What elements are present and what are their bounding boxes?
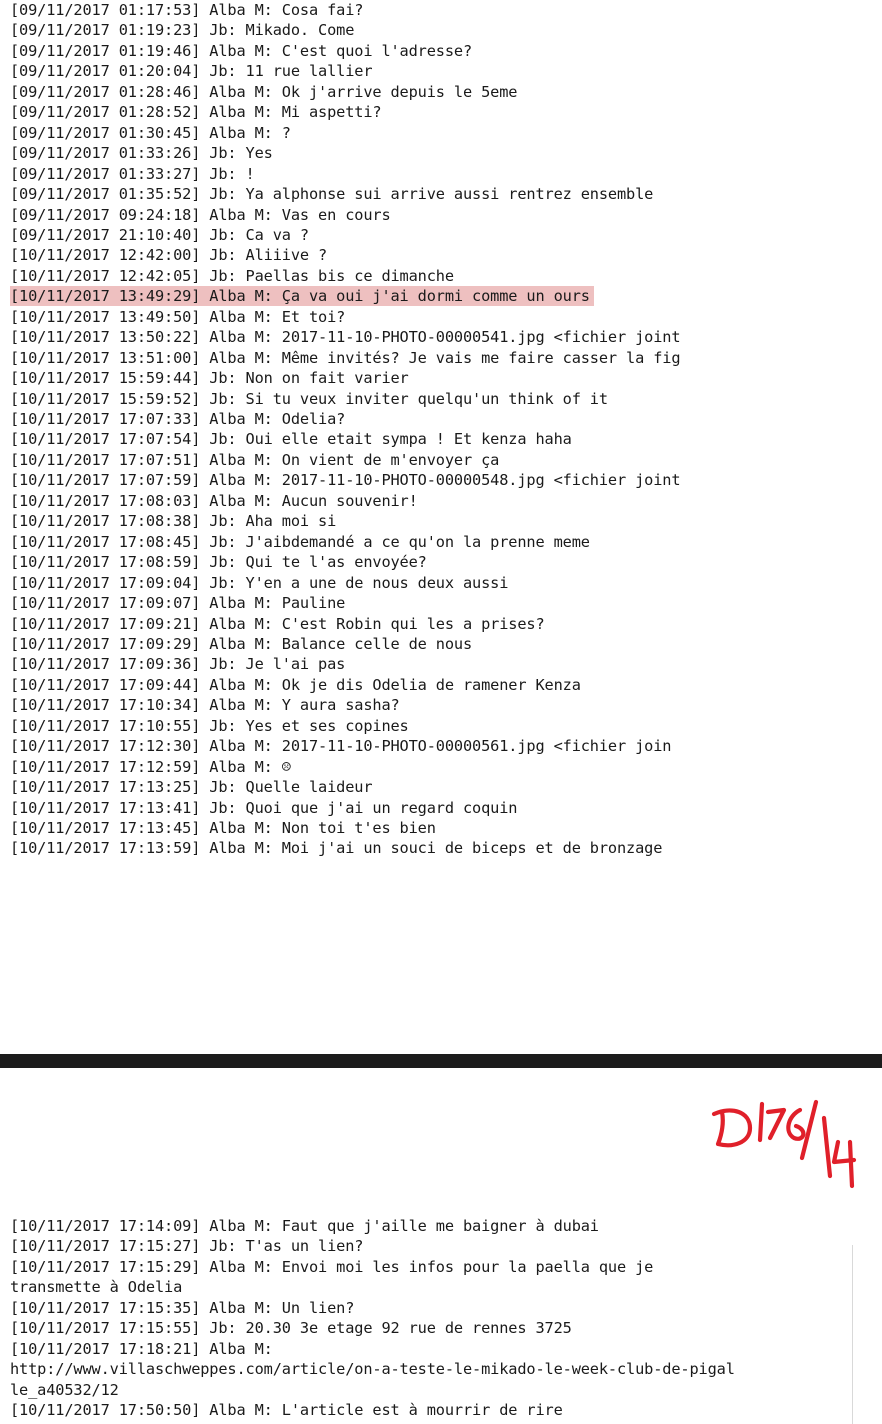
transcript-line: [10/11/2017 17:13:59] Alba M: Moi j'ai un souci de biceps et de bronzage [10,839,663,858]
transcript-line: [09/11/2017 09:24:18] Alba M: Vas en cours [10,205,391,224]
transcript-line: [10/11/2017 17:07:51] Alba M: On vient de m'envoyer ça [10,450,500,469]
transcript-line: [10/11/2017 17:15:27] Jb: T'as un lien? [10,1237,364,1256]
transcript-line: [10/11/2017 13:49:50] Alba M: Et toi? [10,307,346,326]
transcript-line: [10/11/2017 17:12:59] Alba M: ☹ [10,757,291,776]
transcript-line: [10/11/2017 17:13:41] Jb: Quoi que j'ai un regard coquin [10,798,518,817]
transcript-line: [10/11/2017 17:08:59] Jb: Qui te l'as envoyée? [10,553,427,572]
transcript-line: [10/11/2017 17:15:29] Alba M: Envoi moi les infos pour la paella que je [10,1257,654,1276]
transcript-line: [10/11/2017 12:42:00] Jb: Aliiive ? [10,246,328,265]
transcript-line: [10/11/2017 17:08:38] Jb: Aha moi si [10,512,337,531]
transcript-line: transmette à Odelia [10,1278,183,1297]
transcript-line: [10/11/2017 17:13:45] Alba M: Non toi t'es bien [10,819,436,837]
transcript-line: [10/11/2017 17:50:50] Alba M: L'article est à mourrir de rire [10,1401,563,1420]
scan-edge-line [852,1245,853,1424]
transcript-line: http://www.villaschweppes.com/article/on-a-teste-le-mikado-le-week-club-de-pigal [10,1360,735,1379]
transcript-line: [10/11/2017 17:15:55] Jb: 20.30 3e etage 92 rue de rennes 3725 [10,1319,572,1338]
transcript-line: le_a40532/12 [10,1380,119,1399]
transcript-line: [10/11/2017 17:09:04] Jb: Y'en a une de nous deux aussi [10,573,509,592]
transcript-line: [10/11/2017 17:09:36] Jb: Je l'ai pas [10,655,346,674]
transcript-line: [09/11/2017 01:28:46] Alba M: Ok j'arrive depuis le 5eme [10,82,518,101]
transcript-line: [10/11/2017 12:42:05] Jb: Paellas bis ce dimanche [10,266,454,285]
transcript-line: [09/11/2017 01:19:23] Jb: Mikado. Come [10,21,355,40]
transcript-line: [10/11/2017 15:59:44] Jb: Non on fait varier [10,369,409,388]
transcript-line: [10/11/2017 17:10:55] Jb: Yes et ses copines [10,716,409,735]
transcript-line: [09/11/2017 01:33:27] Jb: ! [10,164,255,183]
page-separator [0,1054,882,1068]
transcript-line: [10/11/2017 13:51:00] Alba M: Même invités? Je vais me faire casser la fig [10,348,681,367]
transcript-line: [09/11/2017 01:20:04] Jb: 11 rue lallier [10,62,373,81]
transcript-line: [10/11/2017 17:07:59] Alba M: 2017-11-10-PHOTO-00000548.jpg <fichier joint [10,471,681,490]
transcript-line: [09/11/2017 01:28:52] Alba M: Mi aspetti? [10,103,382,122]
transcript-line: [09/11/2017 21:10:40] Jb: Ca va ? [10,225,309,244]
transcript-line: [10/11/2017 17:18:21] Alba M: [10,1339,273,1358]
transcript-line: [10/11/2017 17:12:30] Alba M: 2017-11-10-PHOTO-00000561.jpg <fichier join [10,737,672,756]
transcript-line: [10/11/2017 17:07:54] Jb: Oui elle etait sympa ! Et kenza haha [10,430,572,449]
transcript-line: [10/11/2017 17:10:34] Alba M: Y aura sasha? [10,696,400,715]
transcript-line: [09/11/2017 01:30:45] Alba M: ? [10,123,291,142]
transcript-line: [10/11/2017 17:15:35] Alba M: Un lien? [10,1298,355,1317]
transcript-line: [09/11/2017 01:17:53] Alba M: Cosa fai? [10,1,364,19]
transcript-line: [10/11/2017 17:08:45] Jb: J'aibdemandé a ce qu'on la prenne meme [10,532,590,551]
transcript-line: [10/11/2017 17:09:29] Alba M: Balance celle de nous [10,634,473,653]
handwritten-page-reference-stamp [704,1098,864,1190]
transcript-line: [10/11/2017 17:09:21] Alba M: C'est Robin qui les a prises? [10,614,545,633]
transcript-line: [10/11/2017 17:13:25] Jb: Quelle laideur [10,778,373,797]
transcript-line: [10/11/2017 17:09:44] Alba M: Ok je dis Odelia de ramener Kenza [10,675,581,694]
transcript-line: [10/11/2017 17:09:07] Alba M: Pauline [10,594,346,613]
transcript-line: [10/11/2017 17:07:33] Alba M: Odelia? [10,410,346,428]
transcript-line: [10/11/2017 17:08:03] Alba M: Aucun souvenir! [10,491,418,510]
transcript-line: [09/11/2017 01:35:52] Jb: Ya alphonse sui arrive aussi rentrez ensemble [10,185,654,204]
transcript-line: [10/11/2017 13:50:22] Alba M: 2017-11-10-PHOTO-00000541.jpg <fichier joint [10,328,681,347]
transcript-line: [10/11/2017 17:14:09] Alba M: Faut que j'aille me baigner à dubai [10,1217,599,1235]
transcript-line: [09/11/2017 01:33:26] Jb: Yes [10,144,273,163]
transcript-line: [10/11/2017 15:59:52] Jb: Si tu veux inviter quelqu'un think of it [10,389,608,408]
transcript-line-highlighted: [10/11/2017 13:49:29] Alba M: Ça va oui j'ai dormi comme un ours [10,286,594,306]
transcript-line: [09/11/2017 01:19:46] Alba M: C'est quoi l'adresse? [10,41,473,60]
